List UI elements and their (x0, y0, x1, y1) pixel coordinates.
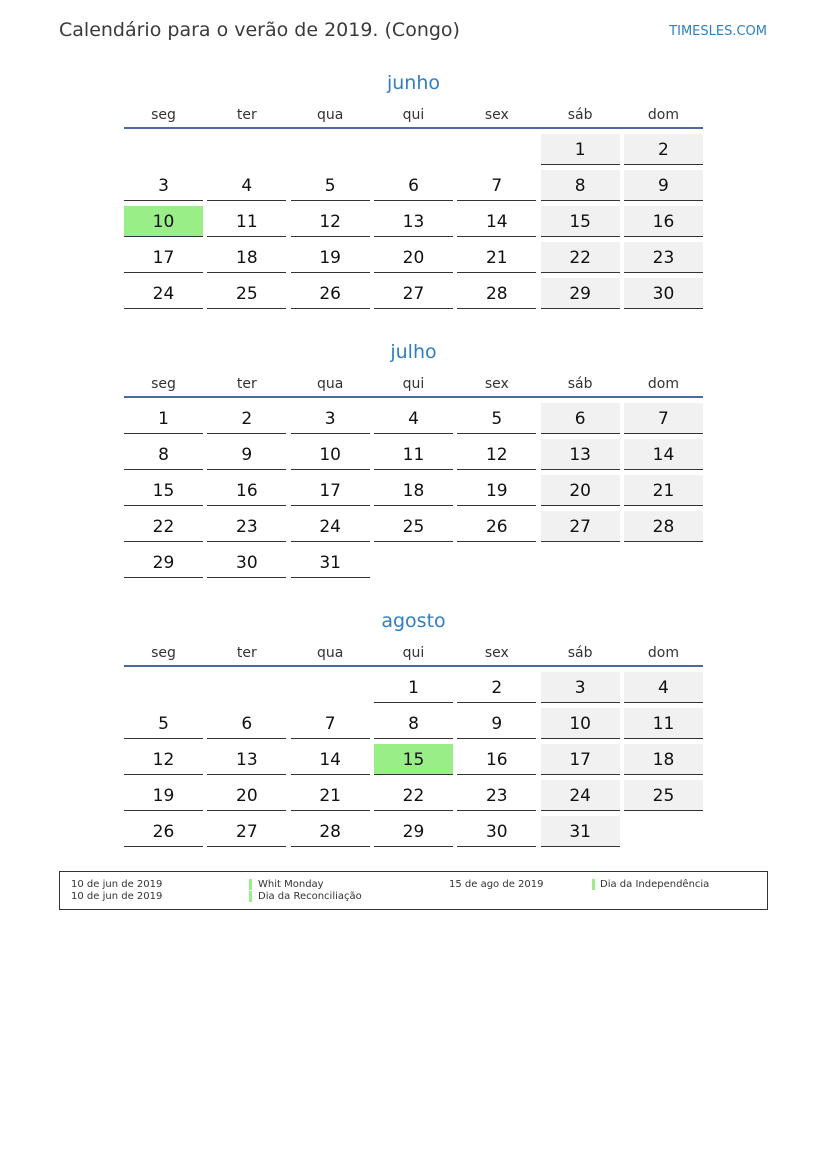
day-cell[interactable]: 7 (291, 708, 370, 739)
legend-date: 10 de jun de 2019 (71, 891, 163, 902)
day-cell[interactable]: 11 (374, 439, 453, 470)
empty-cell (207, 134, 286, 165)
legend-date: 10 de jun de 2019 (71, 879, 163, 890)
day-cell[interactable]: 2 (624, 134, 703, 165)
month-june (124, 70, 703, 309)
weekday-label: qua (316, 645, 344, 661)
day-cell[interactable]: 6 (207, 708, 286, 739)
weekday-label: sáb (567, 107, 593, 123)
day-cell[interactable]: 31 (541, 816, 620, 847)
weekday-label: seg (151, 645, 176, 661)
day-cell[interactable]: 20 (207, 780, 286, 811)
month-august (124, 608, 703, 847)
day-cell[interactable]: 23 (207, 511, 286, 542)
weekday-label: sex (484, 107, 509, 123)
day-cell[interactable]: 4 (207, 170, 286, 201)
day-cell[interactable]: 18 (374, 475, 453, 506)
day-cell[interactable]: 28 (457, 278, 536, 309)
day-cell[interactable]: 14 (624, 439, 703, 470)
month-name: junho (386, 72, 441, 94)
day-cell[interactable]: 5 (124, 708, 203, 739)
day-cell[interactable]: 6 (374, 170, 453, 201)
day-cell[interactable]: 29 (124, 547, 203, 578)
day-cell[interactable]: 12 (291, 206, 370, 237)
day-cell[interactable]: 21 (457, 242, 536, 273)
day-cell[interactable]: 21 (291, 780, 370, 811)
day-cell[interactable]: 1 (374, 672, 453, 703)
weekday-label: qui (402, 107, 425, 123)
empty-cell (457, 134, 536, 165)
empty-cell (207, 672, 286, 703)
weekday-label: sex (484, 376, 509, 392)
day-cell[interactable]: 1 (541, 134, 620, 165)
weekday-label: ter (236, 645, 257, 661)
day-cell[interactable]: 29 (541, 278, 620, 309)
day-cell[interactable]: 7 (457, 170, 536, 201)
weekday-label: qua (316, 376, 344, 392)
weekday-label: dom (647, 376, 680, 392)
day-cell[interactable]: 27 (207, 816, 286, 847)
weekday-header (124, 374, 703, 398)
month-july (124, 339, 703, 578)
weekday-label: qui (402, 645, 425, 661)
empty-cell (124, 672, 203, 703)
day-cell[interactable]: 13 (207, 744, 286, 775)
day-cell[interactable]: 18 (624, 744, 703, 775)
day-cell[interactable]: 27 (374, 278, 453, 309)
day-cell[interactable]: 24 (124, 278, 203, 309)
day-cell[interactable]: 11 (624, 708, 703, 739)
day-cell[interactable]: 10 (291, 439, 370, 470)
day-cell[interactable]: 15 (124, 475, 203, 506)
day-cell[interactable]: 22 (541, 242, 620, 273)
day-grid (124, 403, 703, 578)
day-cell[interactable]: 15 (541, 206, 620, 237)
day-cell[interactable]: 25 (624, 780, 703, 811)
day-grid (124, 672, 703, 847)
day-cell[interactable]: 25 (207, 278, 286, 309)
legend-holiday-name: Dia da Independência (600, 879, 710, 890)
day-cell[interactable]: 8 (124, 439, 203, 470)
month-name: julho (390, 341, 437, 363)
day-cell[interactable]: 9 (457, 708, 536, 739)
day-cell[interactable]: 25 (374, 511, 453, 542)
day-cell[interactable]: 24 (291, 511, 370, 542)
day-cell[interactable]: 3 (124, 170, 203, 201)
day-cell[interactable]: 31 (291, 547, 370, 578)
day-cell[interactable]: 19 (124, 780, 203, 811)
day-cell[interactable]: 10 (541, 708, 620, 739)
day-cell[interactable]: 16 (624, 206, 703, 237)
legend-date: 15 de ago de 2019 (449, 879, 544, 890)
day-cell[interactable]: 2 (207, 403, 286, 434)
day-grid (124, 134, 703, 309)
weekday-label: seg (151, 107, 176, 123)
day-cell[interactable]: 2 (457, 672, 536, 703)
day-cell[interactable]: 7 (624, 403, 703, 434)
legend-holiday-marker (592, 879, 595, 890)
weekday-label: sáb (567, 645, 593, 661)
day-cell[interactable]: 13 (541, 439, 620, 470)
day-cell[interactable]: 19 (291, 242, 370, 273)
day-cell[interactable]: 24 (541, 780, 620, 811)
day-cell[interactable]: 14 (457, 206, 536, 237)
day-cell[interactable]: 17 (124, 242, 203, 273)
weekday-label: seg (151, 376, 176, 392)
weekday-label: dom (647, 107, 680, 123)
weekday-header (124, 643, 703, 667)
day-cell[interactable]: 17 (541, 744, 620, 775)
day-cell[interactable]: 26 (291, 278, 370, 309)
day-cell[interactable]: 9 (624, 170, 703, 201)
day-cell[interactable]: 23 (624, 242, 703, 273)
legend-holiday-name: Whit Monday (258, 879, 324, 890)
day-cell[interactable]: 23 (457, 780, 536, 811)
day-cell[interactable]: 14 (291, 744, 370, 775)
day-cell[interactable]: 27 (541, 511, 620, 542)
day-cell[interactable]: 4 (374, 403, 453, 434)
weekday-label: qua (316, 107, 344, 123)
day-cell[interactable]: 26 (124, 816, 203, 847)
day-cell[interactable]: 30 (457, 816, 536, 847)
legend-holiday-name: Dia da Reconciliação (258, 891, 362, 902)
day-cell[interactable]: 5 (457, 403, 536, 434)
day-cell[interactable]: 28 (624, 511, 703, 542)
day-cell[interactable]: 22 (374, 780, 453, 811)
weekday-label: dom (647, 645, 680, 661)
day-cell[interactable]: 3 (291, 403, 370, 434)
legend-holiday-marker (249, 879, 252, 890)
weekday-label: ter (236, 107, 257, 123)
legend-holiday-marker (249, 891, 252, 902)
day-cell[interactable]: 16 (457, 744, 536, 775)
day-cell[interactable]: 26 (457, 511, 536, 542)
page-title: Calendário para o verão de 2019. (Congo) (59, 19, 460, 41)
day-cell[interactable]: 22 (124, 511, 203, 542)
day-cell[interactable]: 5 (291, 170, 370, 201)
weekday-label: sex (484, 645, 509, 661)
empty-cell (291, 134, 370, 165)
day-cell[interactable]: 30 (207, 547, 286, 578)
day-cell[interactable]: 28 (291, 816, 370, 847)
weekday-header (124, 105, 703, 129)
day-cell[interactable]: 13 (374, 206, 453, 237)
day-cell[interactable]: 8 (541, 170, 620, 201)
day-cell[interactable]: 16 (207, 475, 286, 506)
day-cell[interactable]: 17 (291, 475, 370, 506)
empty-cell (124, 134, 203, 165)
day-cell[interactable]: 20 (374, 242, 453, 273)
month-name: agosto (381, 610, 446, 632)
day-cell[interactable]: 1 (124, 403, 203, 434)
day-cell[interactable]: 20 (541, 475, 620, 506)
site-link[interactable]: TIMESLES.COM (669, 24, 767, 39)
empty-cell (291, 672, 370, 703)
day-cell[interactable]: 3 (541, 672, 620, 703)
day-cell[interactable]: 12 (457, 439, 536, 470)
day-cell[interactable]: 30 (624, 278, 703, 309)
day-cell[interactable]: 9 (207, 439, 286, 470)
holiday-day-cell[interactable]: 15 (374, 744, 453, 775)
day-cell[interactable]: 11 (207, 206, 286, 237)
holiday-day-cell[interactable]: 10 (124, 206, 203, 237)
day-cell[interactable]: 12 (124, 744, 203, 775)
empty-cell (374, 134, 453, 165)
day-cell[interactable]: 29 (374, 816, 453, 847)
day-cell[interactable]: 4 (624, 672, 703, 703)
weekday-label: qui (402, 376, 425, 392)
day-cell[interactable]: 18 (207, 242, 286, 273)
holiday-legend (59, 871, 768, 910)
day-cell[interactable]: 8 (374, 708, 453, 739)
day-cell[interactable]: 21 (624, 475, 703, 506)
day-cell[interactable]: 6 (541, 403, 620, 434)
weekday-label: sáb (567, 376, 593, 392)
day-cell[interactable]: 19 (457, 475, 536, 506)
weekday-label: ter (236, 376, 257, 392)
